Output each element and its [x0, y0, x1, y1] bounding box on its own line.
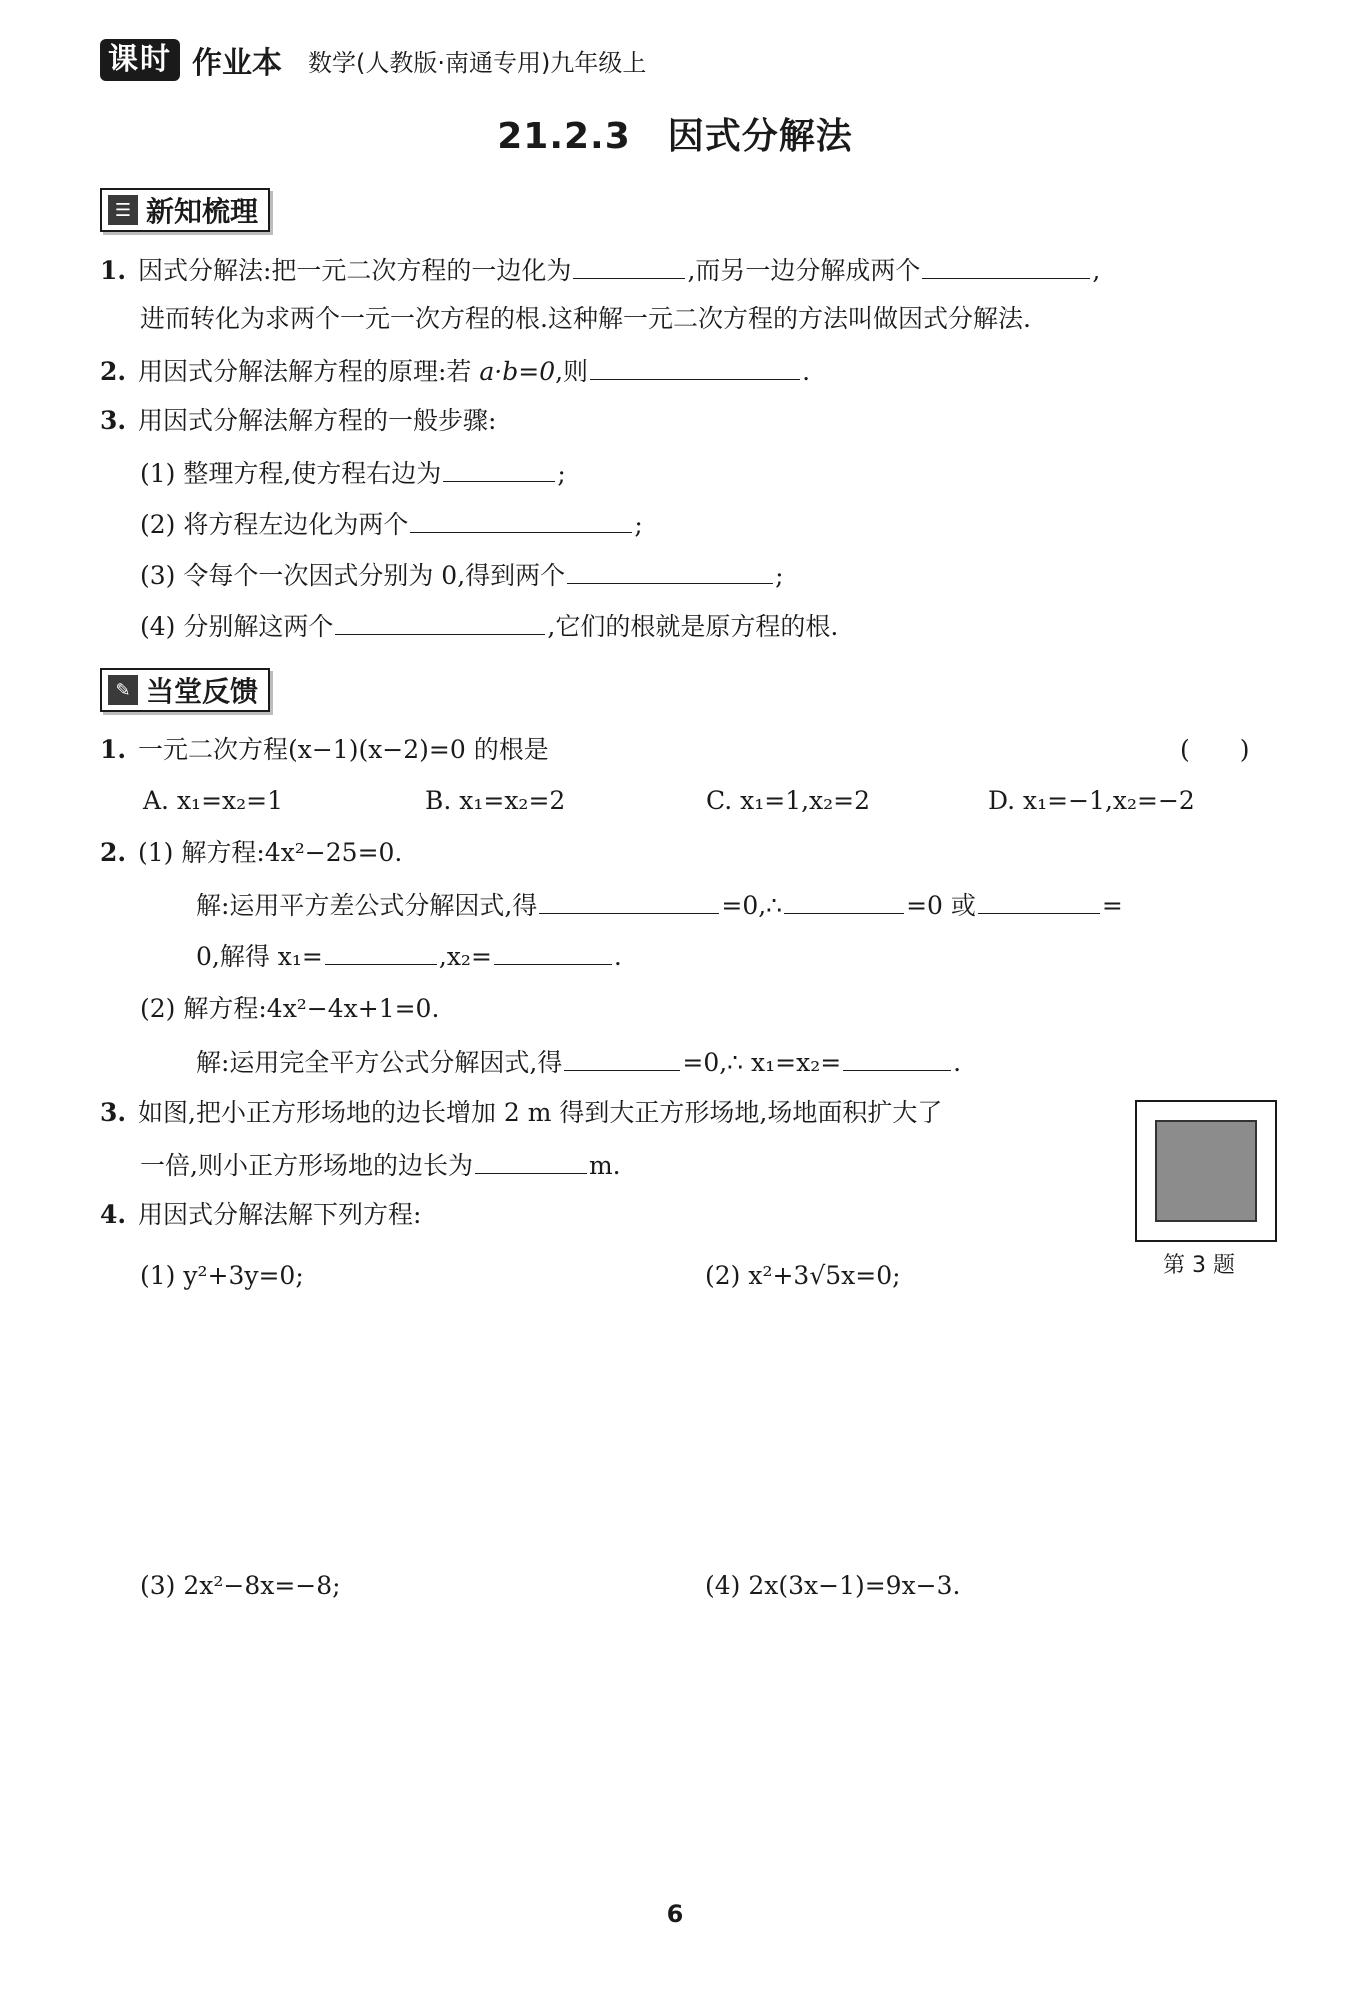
question-3	[100, 404, 496, 438]
question-text: 一元二次方程(x−1)(x−2)=0 的根是	[138, 735, 549, 764]
question-text: ,则	[555, 357, 589, 386]
answer-blank[interactable]	[573, 252, 685, 279]
answer-blank[interactable]	[443, 455, 555, 482]
solution-text: =	[1101, 891, 1123, 920]
question-number: 4.	[100, 1200, 127, 1229]
practice-2-part-1	[100, 836, 402, 870]
question-number: 1.	[100, 256, 127, 285]
question-text: 因式分解法:把一元二次方程的一边化为	[138, 256, 572, 285]
section-label: 当堂反馈	[146, 675, 259, 708]
answer-blank[interactable]	[978, 887, 1100, 914]
question-text: (1) 解方程:4x²−25=0.	[138, 838, 403, 867]
answer-paren[interactable]: ( )	[1180, 735, 1250, 764]
step-text: ;	[775, 561, 784, 590]
answer-blank[interactable]	[325, 938, 437, 965]
practice-4-sub-3: (3) 2x²−8x=−8;	[140, 1571, 341, 1600]
question-text: .	[802, 357, 811, 386]
choice-b[interactable]: B. x₁=x₂=2	[425, 786, 566, 815]
question-number: 3.	[100, 1098, 127, 1127]
section-tag-class-feedback	[100, 668, 270, 712]
step-3	[140, 557, 784, 593]
step-text: (4) 分别解这两个	[140, 612, 334, 641]
practice-2-part-1-solution-cont	[196, 938, 622, 974]
answer-blank[interactable]	[564, 1044, 680, 1071]
section-tag-new-knowledge	[100, 188, 270, 232]
figure-caption: 第 3 题	[1163, 1253, 1235, 1278]
solution-text: .	[613, 942, 622, 971]
solution-text: 0,解得 x₁=	[196, 942, 323, 971]
step-2	[140, 506, 643, 542]
solution-text: ,x₂=	[438, 942, 492, 971]
book-icon: ☰	[108, 195, 138, 225]
question-1-continued: 进而转化为求两个一元一次方程的根.这种解一元二次方程的方法叫做因式分解法.	[140, 304, 1031, 333]
practice-1	[100, 733, 549, 767]
book-brand: 作业本	[192, 46, 282, 81]
answer-blank[interactable]	[475, 1147, 587, 1174]
solution-text: .	[953, 1048, 962, 1077]
question-number: 1.	[100, 735, 127, 764]
answer-blank[interactable]	[567, 557, 773, 584]
answer-blank[interactable]	[590, 353, 800, 380]
answer-blank[interactable]	[539, 887, 719, 914]
question-text: 一倍,则小正方形场地的边长为	[140, 1151, 473, 1180]
pencil-icon: ✎	[108, 675, 138, 705]
question-number: 2.	[100, 357, 127, 386]
step-text: (3) 令每个一次因式分别为 0,得到两个	[140, 561, 566, 590]
question-text: ,	[1092, 256, 1101, 285]
header	[100, 38, 646, 82]
practice-2-part-2-solution	[196, 1044, 961, 1080]
step-1	[140, 455, 566, 491]
practice-4-sub-1: (1) y²+3y=0;	[140, 1261, 304, 1290]
question-text: m.	[588, 1151, 621, 1180]
step-text: (1) 整理方程,使方程右边为	[140, 459, 442, 488]
solution-text: =0,∴ x₁=x₂=	[682, 1048, 842, 1077]
answer-blank[interactable]	[784, 887, 904, 914]
question-text: 用因式分解法解方程的一般步骤:	[138, 406, 497, 435]
practice-4-sub-2: (2) x²+3√5x=0;	[705, 1261, 901, 1290]
math-expression: a·b=0	[479, 357, 556, 386]
small-square	[1155, 1120, 1257, 1222]
square-field-figure	[1135, 1100, 1277, 1242]
page-number: 6	[666, 1900, 684, 1928]
answer-blank[interactable]	[335, 608, 545, 635]
page-title: 21.2.3 因式分解法	[497, 116, 853, 157]
practice-4	[100, 1198, 421, 1232]
practice-2-part-1-solution	[196, 887, 1123, 923]
question-text: 用因式分解法解方程的原理:若	[138, 357, 472, 386]
answer-blank[interactable]	[410, 506, 632, 533]
book-subject: 数学(人教版·南通专用)九年级上	[308, 48, 647, 77]
choice-c[interactable]: C. x₁=1,x₂=2	[706, 786, 871, 815]
book-logo: 课时	[100, 39, 180, 81]
step-text: ;	[557, 459, 566, 488]
question-text: 如图,把小正方形场地的边长增加 2 m 得到大正方形场地,场地面积扩大了	[138, 1098, 943, 1127]
practice-2-part-2: (2) 解方程:4x²−4x+1=0.	[140, 994, 440, 1023]
practice-3	[100, 1096, 942, 1130]
question-text: ,而另一边分解成两个	[687, 256, 921, 285]
question-number: 3.	[100, 406, 127, 435]
practice-3-continued	[140, 1147, 621, 1183]
question-2	[100, 353, 810, 389]
answer-blank[interactable]	[494, 938, 612, 965]
question-1	[100, 252, 1100, 288]
question-text: 用因式分解法解下列方程:	[138, 1200, 422, 1229]
section-label: 新知梳理	[146, 195, 259, 228]
question-number: 2.	[100, 838, 127, 867]
solution-text: 解:运用完全平方公式分解因式,得	[196, 1048, 563, 1077]
step-text: (2) 将方程左边化为两个	[140, 510, 409, 539]
step-4	[140, 608, 838, 644]
choice-a[interactable]: A. x₁=x₂=1	[143, 786, 283, 815]
solution-text: 解:运用平方差公式分解因式,得	[196, 891, 538, 920]
practice-4-sub-4: (4) 2x(3x−1)=9x−3.	[705, 1571, 961, 1600]
answer-blank[interactable]	[922, 252, 1090, 279]
step-text: ;	[634, 510, 643, 539]
solution-text: =0 或	[906, 891, 976, 920]
solution-text: =0,∴	[721, 891, 783, 920]
answer-blank[interactable]	[843, 1044, 951, 1071]
step-text: ,它们的根就是原方程的根.	[547, 612, 839, 641]
choice-d[interactable]: D. x₁=−1,x₂=−2	[988, 786, 1195, 815]
